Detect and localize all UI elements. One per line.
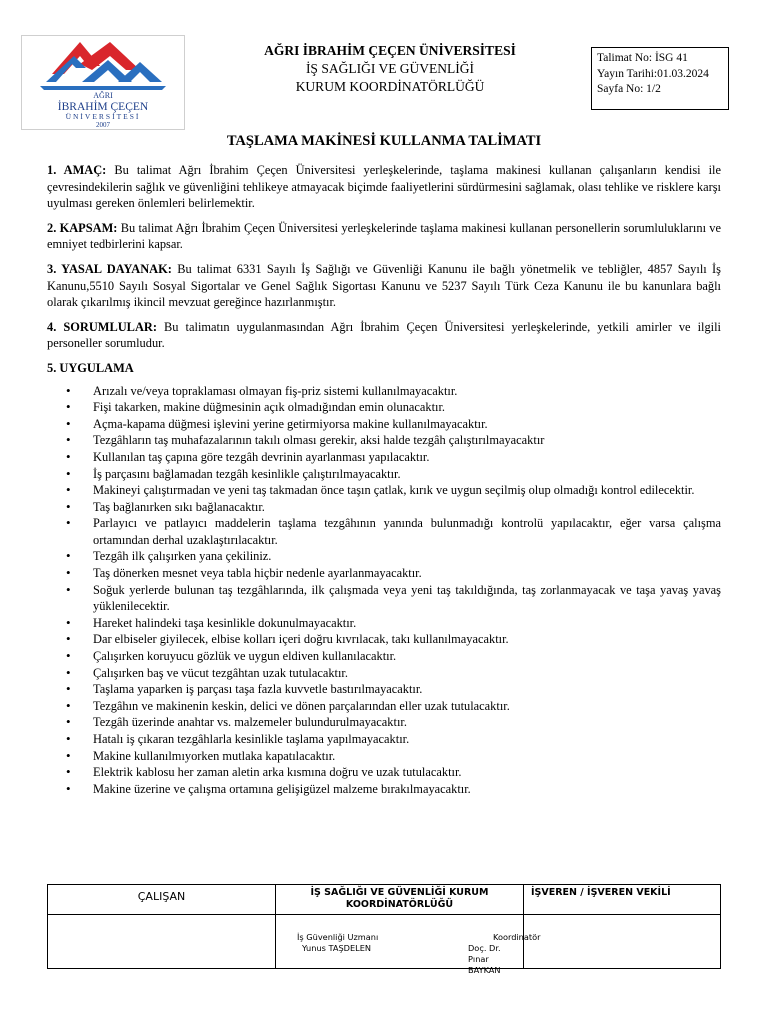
- logo-text-agri: AĞRI: [93, 91, 113, 100]
- section-yasal-dayanak: [47, 261, 721, 311]
- section-heading: 2. KAPSAM:: [47, 220, 118, 235]
- employer-signature-cell: [524, 915, 721, 969]
- list-item: • Tezgâh üzerinde anahtar vs. malzemeler bulundurulmayacaktır.: [47, 714, 721, 731]
- list-item: • Elektrik kablosu her zaman aletin arka kısmına doğru ve uzak tutulacaktır.: [47, 764, 721, 781]
- yayin-tarihi: Yayın Tarihi:01.03.2024: [597, 67, 709, 80]
- sayfa-no: Sayfa No: 1/2: [597, 83, 661, 95]
- document-body: [47, 162, 721, 797]
- section-heading: 1. AMAÇ:: [47, 163, 107, 177]
- list-item: • Çalışırken baş ve vücut tezgâhtan uzak tutulacaktır.: [47, 665, 721, 682]
- university-logo: [21, 35, 185, 130]
- expert-name: Yunus TAŞDELEN: [302, 943, 371, 953]
- list-item: • Makine kullanılmıyorken mutlaka kapatılacaktır.: [47, 748, 721, 765]
- section-heading: 4. SORUMLULAR:: [47, 319, 157, 334]
- coordination-signature-cell: [276, 915, 541, 975]
- section-text: Bu talimatın uygulanmasından Ağrı İbrahim Çeçen Üniversitesi yerleşkelerinde, yetkili amirler ve ilgili personeller sorumludur.: [47, 319, 721, 351]
- list-item: • Çalışırken koruyucu gözlük ve uygun eldiven kullanılacaktır.: [47, 648, 721, 665]
- signature-table: [47, 884, 721, 975]
- talimat-no: Talimat No: İSG 41: [597, 52, 688, 64]
- list-item: • Dar elbiseler giyilecek, elbise kolları içeri doğru kıvrılacak, takı kullanılmayacaktır.: [47, 631, 721, 648]
- department-line-2: KURUM KOORDİNATÖRLÜĞÜ: [295, 79, 485, 94]
- list-item: • Makine üzerine ve çalışma ortamına gelişigüzel malzeme bırakılmayacaktır.: [47, 781, 721, 798]
- list-item: • Hatalı iş çıkaran tezgâhlarla kesinlikle taşlama yapılmayacaktır.: [47, 731, 721, 748]
- list-item: • Soğuk yerlerde bulunan taş tezgâhlarında, ilk çalışmada veya yeni taş takıldığında, taş zorlanmayacak ve taşa yavaş yavaş yüklenilecektir.: [47, 582, 721, 615]
- list-item: • Taş dönerken mesnet veya tabla hiçbir nedenle ayarlanmayacaktır.: [47, 565, 721, 582]
- section-kapsam: [47, 220, 721, 253]
- signature-body-row: [48, 915, 721, 969]
- expert-title: İş Güvenliği Uzmanı: [297, 932, 379, 942]
- section-amac: [47, 162, 721, 212]
- list-item: • Taşlama yaparken iş parçası taşa fazla kuvvetle bastırılmayacaktır.: [47, 681, 721, 698]
- section-sorumlular: [47, 319, 721, 352]
- coordinator-name: Doç. Dr. Pınar BAYKAN: [468, 943, 501, 975]
- document-header: [230, 42, 550, 96]
- coordinator-title: Koordinatör: [493, 932, 541, 942]
- list-item: • Fişi takarken, makine düğmesinin açık olmadığından emin olunacaktır.: [47, 399, 721, 416]
- employee-header: ÇALIŞAN: [48, 885, 276, 915]
- document-info-box: [591, 47, 729, 110]
- coordination-header: İŞ SAĞLIĞI VE GÜVENLİĞİ KURUM KOORDİNATÖRLÜĞÜ: [276, 885, 524, 915]
- list-item: • Parlayıcı ve patlayıcı maddelerin taşlama tezgâhının yanında bulunmadığı kontrolü yapılacaktır, eğer varsa çalışma ortamından derhal uzaklaştırılacaktır.: [47, 515, 721, 548]
- logo-text-name: İBRAHİM ÇEÇEN: [57, 101, 149, 113]
- section-uygulama-heading: 5. UYGULAMA: [47, 360, 134, 375]
- list-item: • Hareket halindeki taşa kesinlikle dokunulmayacaktır.: [47, 615, 721, 632]
- list-item: • Makineyi çalıştırmadan ve yeni taş takmadan önce taşın çatlak, kırık ve uygun seçilmiş olup olmadığı kontrol edilecektir.: [47, 482, 721, 499]
- list-item: • Tezgâhın ve makinenin keskin, delici ve dönen parçalarından eller uzak tutulacaktır.: [47, 698, 721, 715]
- department-line-1: İŞ SAĞLIĞI VE GÜVENLİĞİ: [305, 61, 475, 76]
- list-item: • Kullanılan taş çapına göre tezgâh devrinin ayarlanması yapılacaktır.: [47, 449, 721, 466]
- document-title: TAŞLAMA MAKİNESİ KULLANMA TALİMATI: [226, 133, 542, 149]
- section-text: Bu talimat Ağrı İbrahim Çeçen Üniversitesi yerleşkelerinde, taşlama makinesi kullanan çalışanların kendisi ile çevresindekilerin sağlık ve güvenliğini tehlikeye atmayacak biçimde faaliyetlerini sürdürmesini sağlamak, olası tehlike ve risklere karşı uyulması gereken önlemleri belirlemektir.: [47, 163, 722, 211]
- university-logo-mark: [22, 36, 184, 129]
- list-item: • Taş bağlanırken sıkı bağlanacaktır.: [47, 499, 721, 516]
- list-item: • İş parçasını bağlamadan tezgâh kesinlikle çalıştırılmayacaktır.: [47, 466, 721, 483]
- section-text: Bu talimat 6331 Sayılı İş Sağlığı ve Güvenliği Kanunu ile bağlı yönetmelik ve tebliğler, 4857 Sayılı İş Kanunu,5510 Sayılı Sosyal Sigortalar ve Genel Sağlık Sigortası Kanunu ve 5237 Sayılı Türk Ceza Kanunu ile bu kanunlara bağlı olarak çıkarılmış ikincil mevzuat gereğince hazırlanmıştır.: [47, 261, 722, 310]
- section-text: Bu talimat Ağrı İbrahim Çeçen Üniversitesi yerleşkelerinde taşlama makinesi kullanan personellerin sorumluluklarını ve emniyet tedbirlerini kapsar.: [47, 220, 721, 252]
- rules-list: [47, 383, 721, 798]
- list-item: • Tezgâh ilk çalışırken yana çekiliniz.: [47, 548, 721, 565]
- logo-text-universite: ÜNİVERSİTESİ: [65, 112, 141, 121]
- signature-header-row: [48, 885, 721, 915]
- university-name: AĞRI İBRAHİM ÇEÇEN ÜNİVERSİTESİ: [264, 43, 516, 58]
- list-item: • Tezgâhların taş muhafazalarının takılı olması gerekir, aksi halde tezgâh çalıştırılmayacaktır: [47, 432, 721, 449]
- logo-text-year: 2007: [96, 121, 110, 129]
- section-heading: 3. YASAL DAYANAK:: [47, 261, 172, 276]
- list-item: • Açma-kapama düğmesi işlevini yerine getirmiyorsa makine kullanılmayacaktır.: [47, 416, 721, 433]
- list-item: • Arızalı ve/veya topraklaması olmayan fiş-priz sistemi kullanılmayacaktır.: [47, 383, 721, 400]
- employer-header: İŞVEREN / İŞVEREN VEKİLİ: [524, 885, 721, 915]
- employee-signature-cell: [48, 915, 276, 969]
